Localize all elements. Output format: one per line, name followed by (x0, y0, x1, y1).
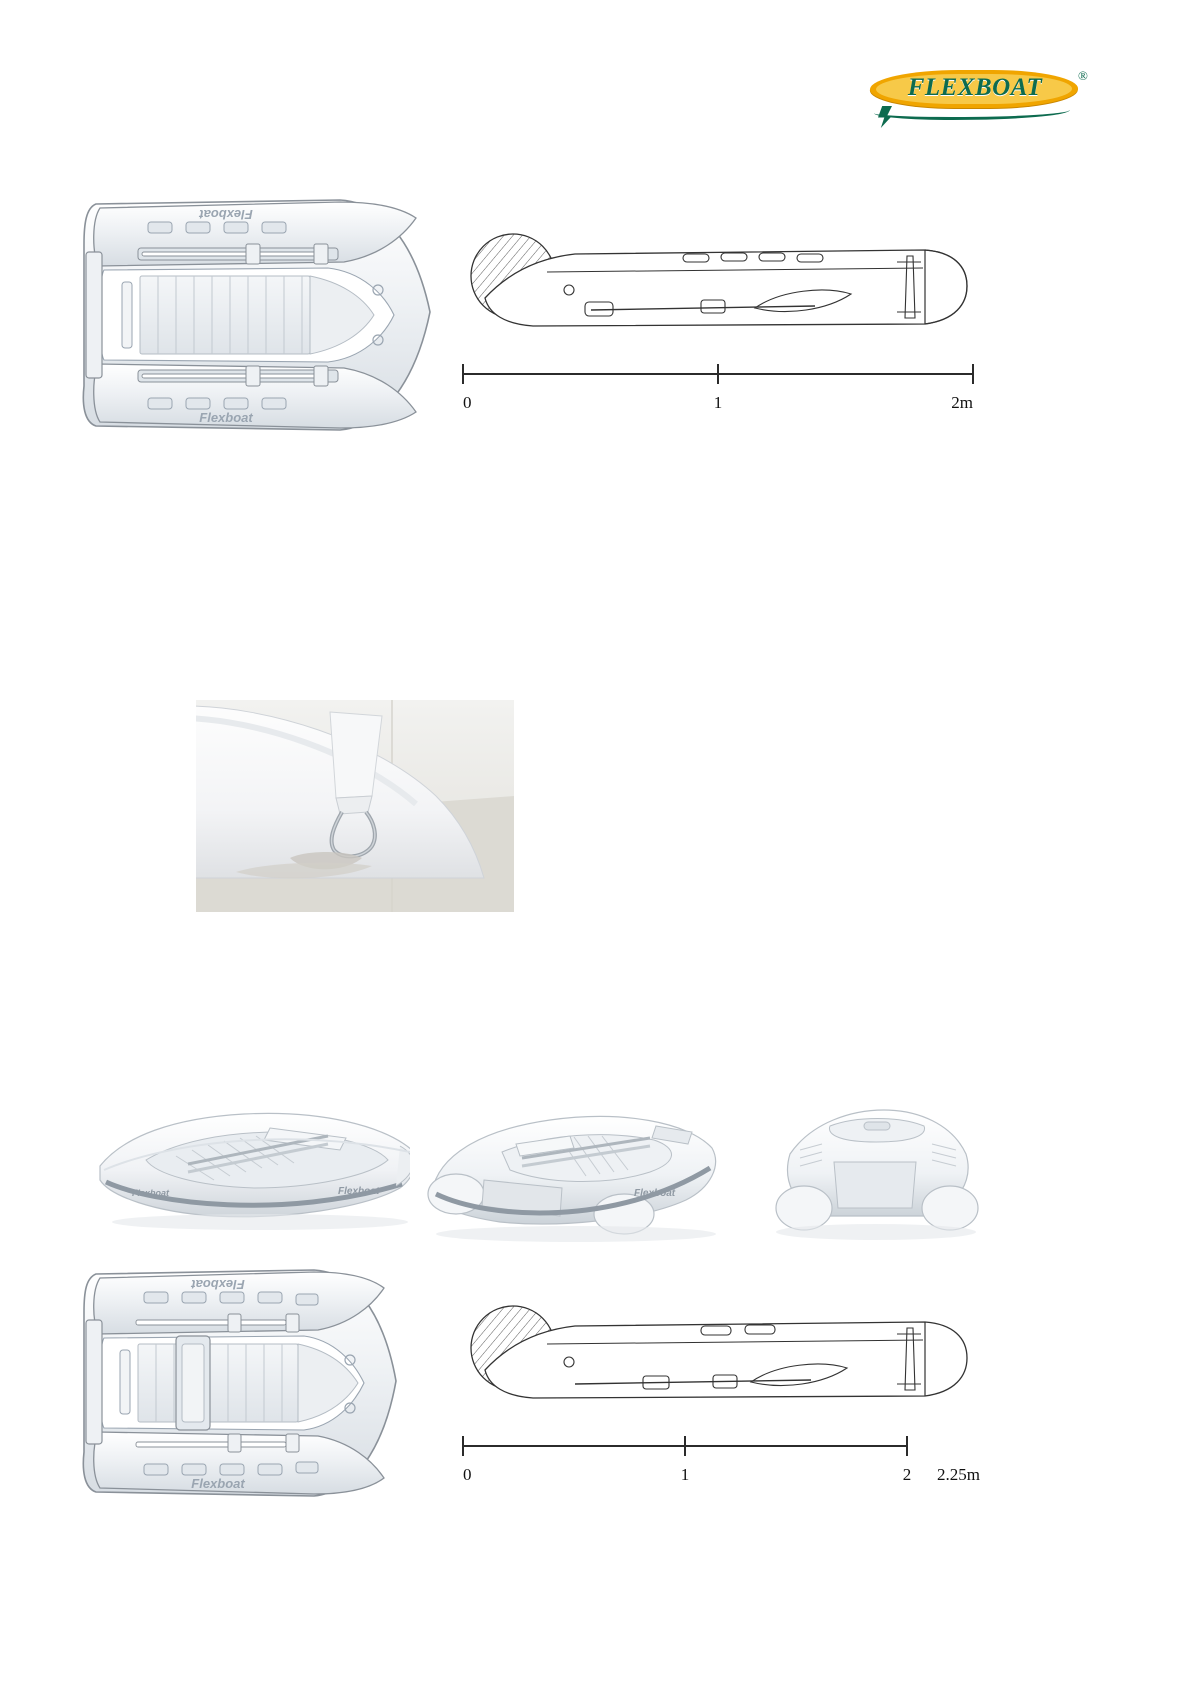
boat-photo-three-quarter-right (410, 1096, 740, 1248)
mirror-hull (87, 0, 148, 17)
mirror-logo (0, 0, 82, 17)
mirror-scale-a1 (166, 0, 175, 17)
boat-photo-front-view (760, 1096, 992, 1252)
mirror-scale-a2 (179, 0, 201, 17)
scale2-tick-2: 2 (902, 1465, 912, 1484)
hull-brand-photo-2: Flexboat (634, 1188, 676, 1199)
scale2-tick-0: 0 (463, 1465, 472, 1484)
hull-brand-bottom-2: Flexboat (191, 1476, 245, 1491)
boat-side-view-diagram-2 (455, 1300, 995, 1490)
hull-brand-top: Flexboat (199, 207, 253, 222)
scale2-tick-3: 2.25m (937, 1465, 980, 1484)
towing-eye-detail-photo (196, 700, 514, 912)
scale-tick-1: 1 (713, 393, 723, 412)
flexboat-logo (868, 62, 1100, 132)
hull-brand-photo-1: Flexboat (132, 1188, 170, 1198)
logo-swoosh-shape (874, 103, 1070, 120)
mirror-scale-b1 (219, 0, 228, 17)
registered-mark: ® (1078, 68, 1088, 83)
boat-side-view-diagram (455, 228, 995, 418)
hull-brand-bottom: Flexboat (199, 410, 253, 425)
scale-tick-0: 0 (463, 393, 472, 412)
logo-wordmark: FLEXBOAT (907, 74, 1043, 101)
mirror-scale-b0 (206, 0, 215, 17)
boat-photo-three-quarter-left (84, 1100, 424, 1248)
mirror-scale-b3 (246, 0, 290, 17)
mirror-scale-b2 (233, 0, 242, 17)
scale-tick-2: 2m (951, 393, 973, 412)
mirror-scale-a0 (152, 0, 161, 17)
scale2-tick-1: 1 (680, 1465, 690, 1484)
hull-brand-top-2: Flexboat (191, 1277, 245, 1292)
boat-top-view-diagram (78, 190, 438, 440)
boat-top-view-diagram-2 (78, 1262, 400, 1506)
svg-text:Flexboat: Flexboat (338, 1186, 380, 1197)
